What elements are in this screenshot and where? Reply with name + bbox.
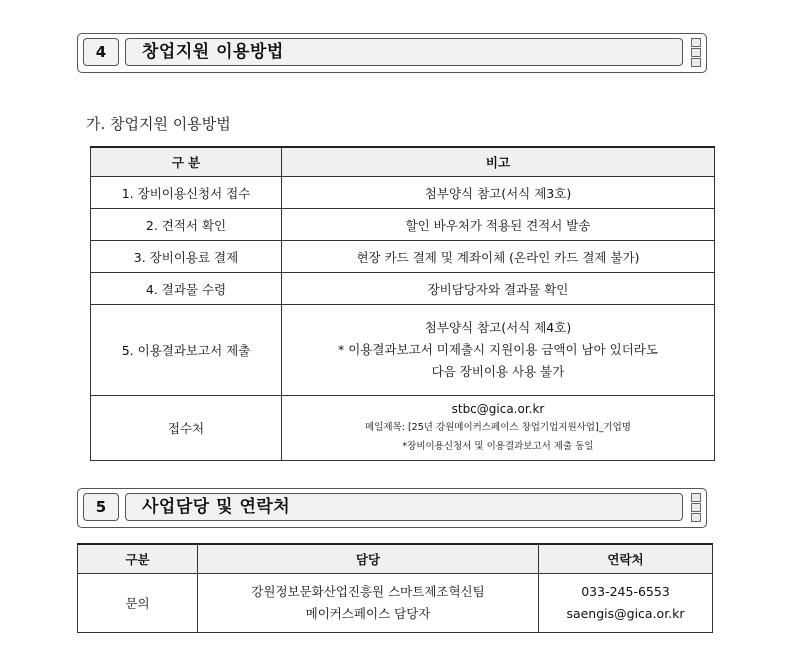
decorative-squares <box>691 38 701 66</box>
contact-table <box>77 543 713 633</box>
row-note <box>282 396 715 461</box>
row-note: 첨부양식 참고(서식 제3호) <box>282 177 715 209</box>
header-note: 비고 <box>282 147 715 177</box>
header-contact: 연락처 <box>539 544 713 574</box>
row-note: 현장 카드 결제 및 계좌이체 (온라인 카드 결제 불가) <box>282 241 715 273</box>
note-line: 다음 장비이용 사용 불가 <box>431 364 565 379</box>
section-title: 사업담당 및 연락처 <box>125 493 683 521</box>
submission-note: *장비이용신청서 및 이용결과보고서 제출 동일 <box>402 441 594 452</box>
section-5-header <box>77 488 707 528</box>
usage-method-table <box>90 146 715 461</box>
table-row <box>91 241 715 273</box>
header-category: 구분 <box>78 544 198 574</box>
table-row <box>91 209 715 241</box>
row-label: 3. 장비이용료 결제 <box>91 241 282 273</box>
note-line: 첨부양식 참고(서식 제4호) <box>424 320 572 335</box>
row-label: 2. 견적서 확인 <box>91 209 282 241</box>
phone-number: 033-245-6553 <box>581 584 670 599</box>
table-row <box>91 273 715 305</box>
row-note: 장비담당자와 결과물 확인 <box>282 273 715 305</box>
table-header-row <box>91 147 715 177</box>
table-row <box>91 396 715 461</box>
manager-org: 강원정보문화산업진흥원 스마트제조혁신팀 <box>251 584 485 599</box>
section-number: 4 <box>83 38 119 66</box>
row-note <box>282 305 715 396</box>
row-label: 접수처 <box>91 396 282 461</box>
section-4-header <box>77 33 707 73</box>
row-label: 1. 장비이용신청서 접수 <box>91 177 282 209</box>
manager-role: 메이커스페이스 담당자 <box>305 606 431 621</box>
section-title: 창업지원 이용방법 <box>125 38 683 66</box>
row-label: 5. 이용결과보고서 제출 <box>91 305 282 396</box>
header-manager: 담당 <box>198 544 539 574</box>
header-category: 구 분 <box>91 147 282 177</box>
table-row <box>91 305 715 396</box>
email-subject-note: 메일제목: [25년 강원메이커스페이스 창업기업지원사업]_기업명 <box>365 422 631 433</box>
manager-cell <box>198 574 539 633</box>
decorative-squares <box>691 493 701 521</box>
subheading: 가. 창업지원 이용방법 <box>86 115 231 133</box>
table-row <box>78 574 713 633</box>
contact-email: saengis@gica.or.kr <box>566 606 685 621</box>
table-header-row <box>78 544 713 574</box>
submission-email: stbc@gica.or.kr <box>451 402 545 416</box>
note-line: * 이용결과보고서 미제출시 지원이용 금액이 남아 있더라도 <box>338 342 658 357</box>
inquiry-label: 문의 <box>78 574 198 633</box>
row-label: 4. 결과물 수령 <box>91 273 282 305</box>
contact-cell <box>539 574 713 633</box>
row-note: 할인 바우처가 적용된 견적서 발송 <box>282 209 715 241</box>
section-number: 5 <box>83 493 119 521</box>
table-row <box>91 177 715 209</box>
